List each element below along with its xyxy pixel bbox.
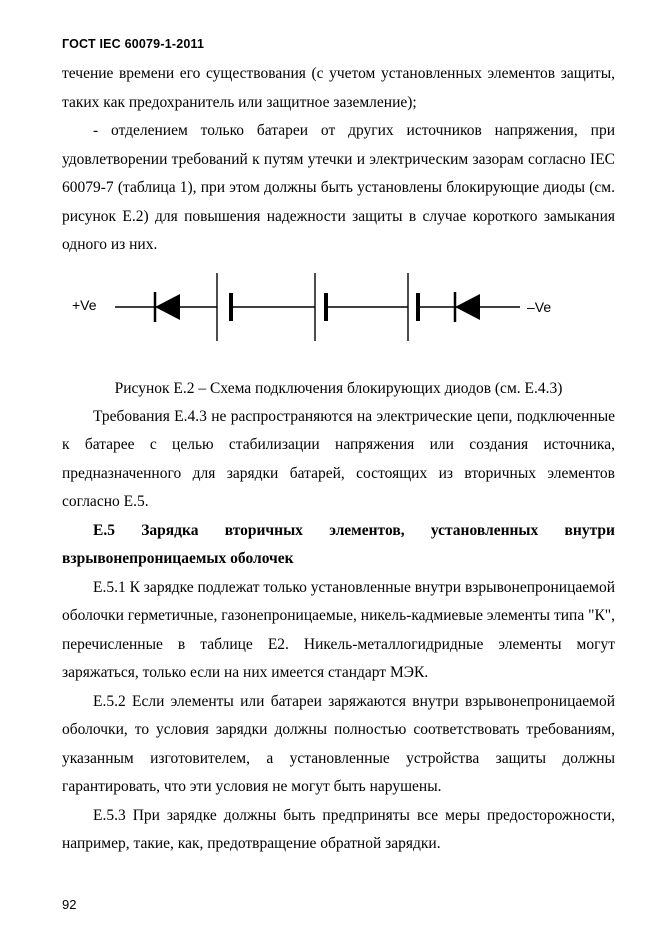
cell-short-plate [416, 293, 420, 321]
positive-terminal-label: +Ve [72, 296, 97, 313]
section-title-line2: взрывонепроницаемых оболочек [62, 550, 294, 567]
circuit-diagram [62, 263, 615, 375]
page-number: 92 [62, 897, 77, 912]
section-number: Е.5 [93, 521, 115, 539]
section-title-word: установленных [430, 521, 539, 539]
section-heading [62, 517, 615, 546]
page-body [62, 60, 615, 859]
document-code: ГОСТ IEC 60079-1-2011 [62, 37, 205, 51]
diode-circuit-figure [62, 263, 615, 375]
paragraph: Е.5.2 Если элементы или батареи заряжаются внутри взрывонепроницаемой оболочки, то условия зарядки должны полностью соответствовать требованиям, указанным изготовителем, а установленные устройства защиты должны гарантировать, что эти условия не могут быть нарушены. [62, 692, 615, 795]
blocking-diode-left [155, 294, 180, 320]
section-title-word: элементов, [329, 521, 405, 539]
paragraph: - отделением только батареи от других источников напряжения, при удовлетворении требований к путям утечки и электрическим зазорам согласно IEC 60079-7 (таблица 1), при этом должны быть установлены блокирующие диоды (см. рисунок Е.2) для повышения надежности защиты в случае короткого замыкания одного из них. [62, 122, 615, 253]
blocking-diode-right [455, 294, 480, 320]
paragraph: течение времени его существования (с учетом установленных элементов защиты, таких как предохранитель или защитное заземление); [62, 65, 615, 111]
section-title-word: вторичных [224, 521, 303, 539]
paragraph: Е.5.1 К зарядке подлежат только установленные внутри взрывонепроницаемой оболочки герметичные, газонепроницаемые, никель-кадмиевые элементы типа "К", перечисленные в таблице Е2. Никель-металлогидридные элементы могут заряжаться, только если на них имеется стандарт МЭК. [62, 578, 615, 681]
cell-short-plate [229, 293, 233, 321]
figure-caption: Рисунок Е.2 – Схема подключения блокирующих диодов (см. Е.4.3) [114, 379, 563, 397]
paragraph: Требования Е.4.3 не распространяются на электрические цепи, подключенные к батарее с целью стабилизации напряжения или создания источника, предназначенного для зарядки батарей, состоящих из вторичных элементов согласно Е.5. [62, 407, 615, 510]
negative-terminal-label: –Ve [527, 298, 552, 315]
section-title-word: Зарядка [141, 521, 199, 539]
section-title-word: внутри [564, 521, 615, 539]
paragraph: Е.5.3 При зарядке должны быть предприняты все меры предосторожности, например, такие, как, предотвращение обратной зарядки. [62, 806, 615, 852]
cell-short-plate [324, 293, 328, 321]
